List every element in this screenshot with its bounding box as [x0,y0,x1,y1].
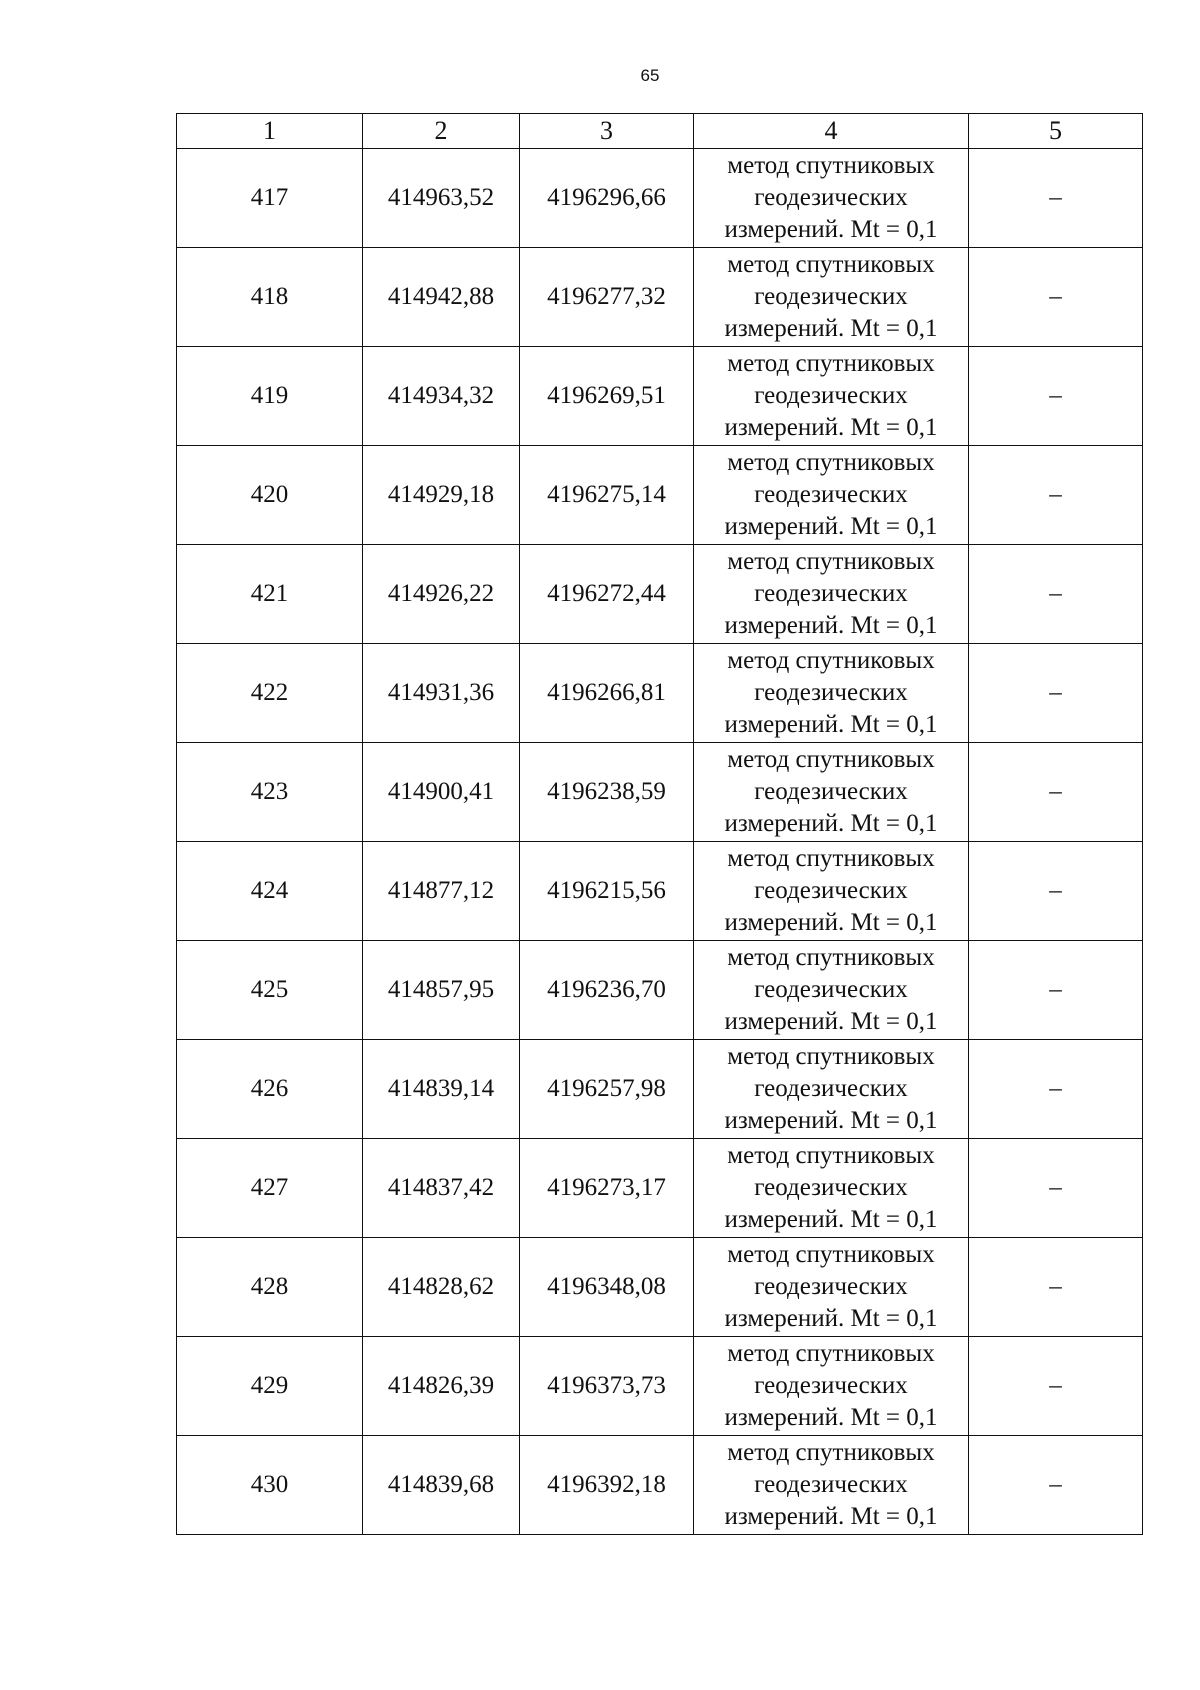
table-row [177,248,1143,347]
method-line: метод спутниковых [727,944,935,971]
column-header: 2 [363,114,520,149]
column-header: 5 [969,114,1143,149]
x-coordinate-cell: 414963,52 [363,149,520,248]
table-row [177,347,1143,446]
y-coordinate-cell: 4196373,73 [520,1337,694,1436]
method-line: метод спутниковых [727,1340,935,1367]
method-line: геодезических [754,283,908,310]
table-row [177,743,1143,842]
table-row [177,1139,1143,1238]
note-cell: – [969,248,1143,347]
method-cell [694,1436,969,1535]
method-line: измерений. Mt = 0,1 [724,1305,938,1332]
method-line: геодезических [754,1174,908,1201]
table-row [177,1337,1143,1436]
x-coordinate-cell: 414929,18 [363,446,520,545]
point-number-cell: 423 [177,743,363,842]
method-line: измерений. Mt = 0,1 [724,1404,938,1431]
note-cell: – [969,446,1143,545]
y-coordinate-cell: 4196348,08 [520,1238,694,1337]
point-number-cell: 418 [177,248,363,347]
method-cell [694,545,969,644]
note-cell: – [969,1337,1143,1436]
y-coordinate-cell: 4196275,14 [520,446,694,545]
method-line: измерений. Mt = 0,1 [724,1008,938,1035]
note-cell: – [969,1436,1143,1535]
method-cell [694,1337,969,1436]
method-cell [694,446,969,545]
table-header-row [177,114,1143,149]
method-line: измерений. Mt = 0,1 [724,414,938,441]
x-coordinate-cell: 414857,95 [363,941,520,1040]
x-coordinate-cell: 414934,32 [363,347,520,446]
method-line: геодезических [754,1372,908,1399]
x-coordinate-cell: 414839,14 [363,1040,520,1139]
method-line: геодезических [754,1471,908,1498]
column-header: 3 [520,114,694,149]
method-line: геодезических [754,184,908,211]
table-row [177,1436,1143,1535]
y-coordinate-cell: 4196273,17 [520,1139,694,1238]
method-line: метод спутниковых [727,1142,935,1169]
method-cell [694,149,969,248]
table-row [177,446,1143,545]
note-cell: – [969,1139,1143,1238]
method-line: геодезических [754,580,908,607]
table-body [177,149,1143,1535]
y-coordinate-cell: 4196238,59 [520,743,694,842]
method-line: метод спутниковых [727,251,935,278]
y-coordinate-cell: 4196269,51 [520,347,694,446]
method-line: геодезических [754,877,908,904]
y-coordinate-cell: 4196266,81 [520,644,694,743]
method-cell [694,1139,969,1238]
x-coordinate-cell: 414926,22 [363,545,520,644]
method-line: метод спутниковых [727,449,935,476]
x-coordinate-cell: 414942,88 [363,248,520,347]
y-coordinate-cell: 4196236,70 [520,941,694,1040]
point-number-cell: 417 [177,149,363,248]
method-line: геодезических [754,976,908,1003]
column-header: 4 [694,114,969,149]
method-cell [694,941,969,1040]
y-coordinate-cell: 4196257,98 [520,1040,694,1139]
note-cell: – [969,1040,1143,1139]
note-cell: – [969,149,1143,248]
method-line: измерений. Mt = 0,1 [724,1503,938,1530]
method-line: метод спутниковых [727,1439,935,1466]
method-line: метод спутниковых [727,548,935,575]
note-cell: – [969,743,1143,842]
note-cell: – [969,644,1143,743]
method-line: геодезических [754,679,908,706]
method-line: метод спутниковых [727,152,935,179]
x-coordinate-cell: 414931,36 [363,644,520,743]
method-line: метод спутниковых [727,1043,935,1070]
method-line: геодезических [754,382,908,409]
note-cell: – [969,842,1143,941]
point-number-cell: 420 [177,446,363,545]
x-coordinate-cell: 414828,62 [363,1238,520,1337]
x-coordinate-cell: 414900,41 [363,743,520,842]
method-cell [694,248,969,347]
method-cell [694,743,969,842]
table-row [177,545,1143,644]
method-line: измерений. Mt = 0,1 [724,216,938,243]
y-coordinate-cell: 4196392,18 [520,1436,694,1535]
method-line: измерений. Mt = 0,1 [724,612,938,639]
table-row [177,149,1143,248]
table-row [177,644,1143,743]
method-line: метод спутниковых [727,746,935,773]
method-line: метод спутниковых [727,350,935,377]
point-number-cell: 421 [177,545,363,644]
method-line: измерений. Mt = 0,1 [724,711,938,738]
y-coordinate-cell: 4196272,44 [520,545,694,644]
x-coordinate-cell: 414839,68 [363,1436,520,1535]
x-coordinate-cell: 414837,42 [363,1139,520,1238]
point-number-cell: 424 [177,842,363,941]
table-row [177,1040,1143,1139]
point-number-cell: 425 [177,941,363,1040]
column-header: 1 [177,114,363,149]
method-cell [694,842,969,941]
table-row [177,1238,1143,1337]
coordinates-table [176,113,1143,1535]
method-cell [694,347,969,446]
table-row [177,842,1143,941]
method-line: измерений. Mt = 0,1 [724,315,938,342]
method-line: метод спутниковых [727,647,935,674]
method-line: измерений. Mt = 0,1 [724,1206,938,1233]
method-line: измерений. Mt = 0,1 [724,909,938,936]
point-number-cell: 430 [177,1436,363,1535]
point-number-cell: 427 [177,1139,363,1238]
point-number-cell: 422 [177,644,363,743]
method-line: метод спутниковых [727,845,935,872]
point-number-cell: 426 [177,1040,363,1139]
method-cell [694,1238,969,1337]
y-coordinate-cell: 4196277,32 [520,248,694,347]
note-cell: – [969,1238,1143,1337]
y-coordinate-cell: 4196296,66 [520,149,694,248]
method-line: измерений. Mt = 0,1 [724,1107,938,1134]
y-coordinate-cell: 4196215,56 [520,842,694,941]
method-line: геодезических [754,1075,908,1102]
method-line: геодезических [754,778,908,805]
method-line: измерений. Mt = 0,1 [724,810,938,837]
note-cell: – [969,941,1143,1040]
method-line: измерений. Mt = 0,1 [724,513,938,540]
note-cell: – [969,347,1143,446]
method-cell [694,1040,969,1139]
point-number-cell: 419 [177,347,363,446]
note-cell: – [969,545,1143,644]
method-line: метод спутниковых [727,1241,935,1268]
x-coordinate-cell: 414826,39 [363,1337,520,1436]
point-number-cell: 428 [177,1238,363,1337]
method-cell [694,644,969,743]
point-number-cell: 429 [177,1337,363,1436]
method-line: геодезических [754,481,908,508]
table-row [177,941,1143,1040]
method-line: геодезических [754,1273,908,1300]
x-coordinate-cell: 414877,12 [363,842,520,941]
page-number: 65 [640,66,660,85]
